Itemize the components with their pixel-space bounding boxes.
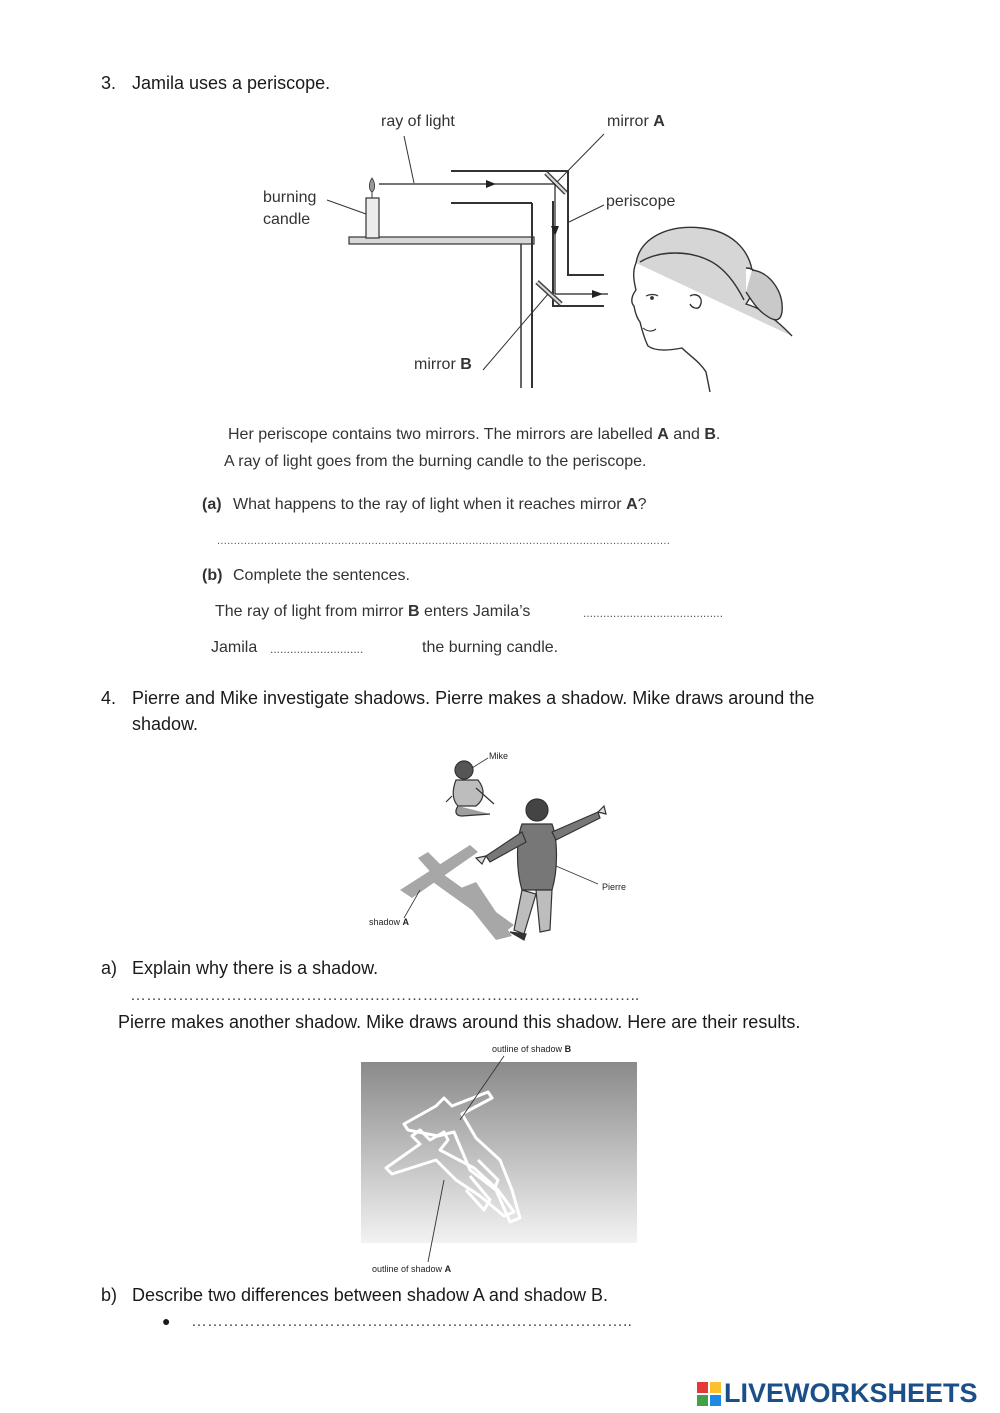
shadow-a-prefix: shadow	[369, 917, 403, 927]
q3-sentence2-field[interactable]: ............................	[270, 642, 364, 656]
outline-a-label	[372, 1264, 451, 1274]
jamila-head	[632, 227, 792, 392]
pierre-pointer	[556, 866, 598, 884]
q3-part-b-text: Complete the sentences.	[233, 567, 410, 584]
q3-answer-a-field[interactable]: .......................................................................................................................................	[217, 535, 671, 547]
q3-part-a-label	[202, 496, 222, 514]
q4-part-a-label: a)	[101, 958, 118, 978]
logo-icon	[697, 1382, 721, 1406]
outline-b-prefix: outline of shadow	[492, 1044, 565, 1054]
q4-answer-a-field[interactable]: ……………………………………….…………………………………………..	[130, 987, 640, 1004]
candle-label-line1: burning	[263, 189, 317, 206]
question-3-prompt: Jamila uses a periscope.	[132, 73, 331, 93]
question-4-prompt-line2: shadow.	[132, 714, 199, 734]
periscope-outer-wall	[451, 171, 604, 275]
part-a-letter: A	[626, 496, 638, 513]
q3-sentence2-post: the burning candle.	[422, 639, 559, 656]
q4-part-b-text: Describe two differences between shadow A and shadow B.	[132, 1285, 608, 1305]
periscope-label: periscope	[606, 193, 676, 210]
outline-b-letter: B	[564, 1044, 572, 1054]
q4-part-a-text: Explain why there is a shadow.	[132, 958, 379, 978]
mirror-a-pointer	[557, 134, 604, 182]
question-4-number: 4.	[101, 688, 117, 708]
ray-of-light-label: ray of light	[381, 113, 455, 130]
outline-a-prefix: outline of shadow	[372, 1264, 445, 1274]
sentence1-post: enters Jamila’s	[419, 603, 531, 620]
q3-intro-line2: A ray of light goes from the burning candle to the periscope.	[224, 453, 647, 470]
intro-and: and	[668, 426, 705, 443]
mike-figure	[446, 761, 494, 816]
part-a-text: What happens to the ray of light when it reaches mirror	[233, 496, 627, 513]
ray-arrow-1	[486, 180, 496, 188]
logo-text: LIVEWORKSHEETS	[724, 1378, 978, 1408]
q3-part-b-label	[202, 567, 222, 585]
mirror-a-letter: A	[653, 113, 665, 130]
mirror-b-prefix: mirror	[414, 356, 461, 373]
mirror-b-letter: B	[460, 356, 472, 373]
q3-sentence2-pre: Jamila	[211, 639, 258, 656]
mirror-a-label	[607, 113, 665, 131]
periscope-right-inner	[553, 201, 604, 306]
periscope-pointer	[569, 205, 604, 222]
part-a-end: ?	[637, 496, 647, 513]
results-background	[361, 1062, 637, 1243]
shadow-a-letter: A	[402, 917, 410, 927]
liveworksheets-logo	[697, 1378, 978, 1409]
shadow-a-label	[369, 917, 409, 927]
q4-part-b-label: b)	[101, 1285, 118, 1305]
ray-arrow-3	[592, 290, 603, 298]
part-b-label-text: (b)	[202, 567, 223, 584]
periscope-diagram	[0, 0, 1000, 400]
pierre-label: Pierre	[602, 882, 627, 892]
outline-figure	[0, 1040, 1000, 1280]
intro-end: .	[715, 426, 721, 443]
mirror-a-prefix: mirror	[607, 113, 654, 130]
bullet-icon: ●	[162, 1313, 171, 1329]
part-a-label-text: (a)	[202, 496, 222, 513]
sentence1-letter: B	[407, 603, 420, 620]
q3-part-a-question	[233, 496, 647, 514]
outline-b-label	[492, 1044, 571, 1054]
mike-pointer	[472, 758, 488, 768]
q3-intro-line1	[228, 426, 720, 444]
q4-results-text: Pierre makes another shadow. Mike draws around this shadow. Here are their results.	[118, 1012, 801, 1032]
candle-label-line2: candle	[263, 211, 311, 228]
question-4-prompt-line1: Pierre and Mike investigate shadows. Pierre makes a shadow. Mike draws around the	[132, 688, 815, 708]
outline-a-letter: A	[444, 1264, 452, 1274]
intro-letter-b: B	[704, 426, 716, 443]
candle-body	[366, 198, 379, 238]
intro-pre: Her periscope contains two mirrors. The mirrors are labelled	[228, 426, 658, 443]
q3-sentence1-field[interactable]: ..........................................	[583, 606, 724, 620]
mirror-b-label	[414, 356, 472, 374]
mirror-b-pointer	[483, 294, 548, 370]
shadow-a	[400, 845, 514, 940]
sentence1-pre: The ray of light from mirror	[215, 603, 408, 620]
question-3-number: 3.	[101, 73, 117, 93]
ray-label-pointer	[404, 136, 414, 183]
intro-letter-a: A	[657, 426, 669, 443]
mike-label: Mike	[489, 751, 509, 761]
candle-pointer	[327, 200, 366, 214]
candle-flame	[369, 178, 374, 192]
q4-answer-b-field[interactable]: ………………………………………………………………………..	[191, 1313, 632, 1330]
q3-sentence1	[215, 603, 530, 621]
